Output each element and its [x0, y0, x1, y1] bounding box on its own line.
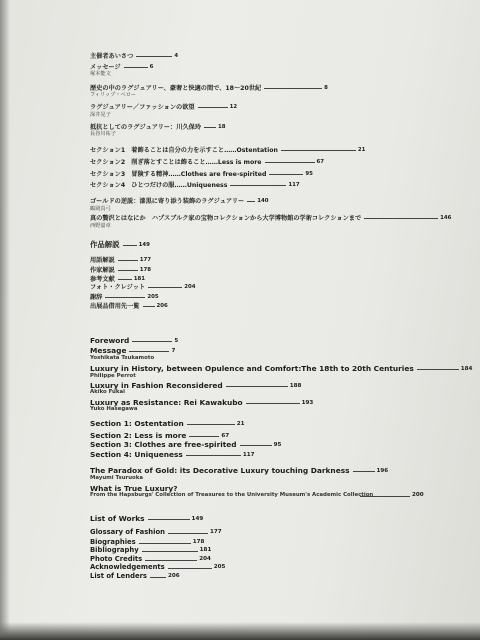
entry-title: Luxury in Fashion Reconsidered — [90, 381, 223, 390]
en-toc-entry — [90, 546, 211, 554]
leader-line — [118, 270, 138, 271]
entry-title: Foreword — [90, 336, 130, 345]
page-number: 188 — [289, 382, 302, 389]
entry-title: 歴史の中のラグジュアリー、豪奢と快適の間で、18～20世紀 — [90, 85, 262, 92]
en-toc-entry — [90, 538, 204, 546]
jp-toc-entry — [90, 301, 168, 310]
entry-title: 抵抗としてのラグジュアリー：川久保玲 — [90, 124, 202, 131]
entry-author: Akiko Fukai — [90, 389, 125, 395]
entry-title: Luxury in History, between Opulence and Comfort:The 18th to 20th Centuries — [90, 364, 414, 373]
page-number: 7 — [171, 347, 176, 354]
entry-author: Yuko Hasegawa — [90, 406, 138, 412]
leader-line — [118, 260, 138, 261]
page-number: 140 — [257, 197, 269, 204]
entry-title: List of Works — [90, 514, 145, 523]
leader-line — [281, 150, 356, 151]
entry-title: 作品解説 — [90, 240, 120, 249]
leader-line — [124, 67, 148, 68]
leader-line — [139, 543, 191, 544]
entry-title: Glossary of Fashion — [90, 528, 165, 536]
page-number: 4 — [174, 52, 179, 59]
entry-title: 謝辞 — [90, 294, 103, 301]
entry-author: Yoshikata Tsukamoto — [90, 355, 155, 361]
entry-title: セクション2 削ぎ落とすことは飾ること……Less is more — [90, 159, 262, 166]
entry-title: Message — [90, 346, 127, 355]
leader-line — [230, 185, 286, 186]
page-number: 184 — [460, 365, 473, 372]
en-toc-entry — [90, 364, 472, 373]
jp-toc-entry — [90, 265, 151, 274]
page-number: 181 — [199, 547, 212, 553]
entry-author: From the Hapsburgs' Collection of Treasures to the University Museum's Academic Collection — [90, 492, 374, 498]
page-number: 8 — [324, 84, 328, 91]
page-number: 205 — [147, 293, 159, 300]
page-number: 67 — [316, 158, 325, 165]
entry-author: 鶴岡真弓 — [90, 206, 111, 212]
en-toc-entry — [90, 555, 211, 563]
leader-line — [136, 56, 172, 57]
entry-author: 深井晃子 — [90, 112, 111, 118]
entry-title: ラグジュアリー／ファッションの欲望 — [90, 104, 195, 111]
entry-author: 西野嘉章 — [90, 223, 111, 229]
jp-toc-entry — [90, 292, 159, 301]
page-number: 117 — [242, 451, 255, 458]
leader-line — [168, 568, 212, 569]
page-number: 206 — [156, 302, 168, 309]
page-number: 95 — [305, 170, 313, 177]
page-number: 178 — [139, 266, 152, 273]
leader-line — [246, 403, 300, 404]
leader-line — [186, 455, 241, 456]
page-number: 6 — [149, 63, 154, 70]
leader-line — [265, 162, 315, 163]
en-toc-entry — [90, 450, 255, 459]
en-toc-entry — [90, 336, 178, 345]
entry-title: 参考文献 — [90, 276, 115, 283]
en-toc-entry — [90, 528, 222, 536]
page-number: 5 — [174, 337, 179, 344]
page-number: 149 — [191, 515, 204, 522]
leader-line — [145, 560, 197, 561]
page-number: 67 — [221, 432, 230, 439]
jp-toc-entry — [90, 255, 151, 264]
entry-title: Section 1: Ostentation — [90, 419, 184, 428]
entry-author: 塚本能文 — [90, 71, 111, 77]
leader-line — [132, 341, 172, 342]
entry-title: ゴールドの逆説：漆黒に寄り添う装飾のラグジュアリー — [90, 198, 245, 205]
entry-title: Section 2: Less is more — [90, 431, 187, 440]
entry-title: Bibliography — [90, 546, 139, 554]
entry-title: The Paradox of Gold: its Decorative Luxury touching Darkness — [90, 466, 350, 475]
leader-line — [105, 297, 145, 298]
entry-title: 真の贅沢とはなにか ハプスブルク家の宝物コレクションから大学博物館の学術コレクションまで — [90, 215, 362, 222]
leader-line — [417, 369, 459, 370]
page-number: 205 — [213, 564, 226, 570]
page-number: 18 — [218, 123, 226, 130]
jp-toc-entry — [90, 239, 150, 250]
leader-line — [150, 577, 166, 578]
page-number: 193 — [301, 399, 314, 406]
jp-toc-entry — [90, 51, 178, 60]
page-number: 95 — [273, 441, 282, 448]
entry-author: Mayumi Tsuruoka — [90, 475, 143, 481]
en-toc-entry — [90, 346, 175, 355]
leader-line — [118, 279, 132, 280]
entry-title: セクション3 冒険する精神……Clothes are free-spirited — [90, 171, 267, 178]
leader-line — [148, 287, 182, 288]
leader-line — [189, 436, 219, 437]
leader-line — [240, 445, 272, 446]
entry-title: Section 4: Uniqueness — [90, 450, 183, 459]
entry-title: Photo Credits — [90, 555, 143, 563]
page-number: 149 — [138, 241, 150, 248]
leader-line — [269, 174, 303, 175]
leader-line — [129, 351, 169, 352]
entry-author: Philippe Perrot — [90, 373, 136, 379]
entry-author: 長谷川祐子 — [90, 131, 116, 137]
jp-toc-entry — [90, 196, 268, 205]
jp-toc-entry — [90, 157, 324, 166]
binding-shadow — [0, 0, 10, 640]
leader-line — [264, 88, 322, 89]
leader-line — [187, 424, 235, 425]
jp-toc-entry — [90, 169, 313, 178]
entry-title: 用語解説 — [90, 257, 115, 264]
leader-line — [360, 496, 410, 497]
leader-line — [148, 519, 190, 520]
entry-title: Acknowledgements — [90, 563, 165, 571]
jp-toc-entry — [90, 180, 300, 189]
page-number: 206 — [167, 573, 180, 579]
page-number: 200 — [412, 492, 424, 498]
page-number: 12 — [229, 103, 238, 110]
leader-line — [142, 551, 198, 552]
en-toc-entry — [90, 492, 424, 498]
entry-title: Luxury as Resistance: Rei Kawakubo — [90, 398, 243, 407]
page-edge-shadow — [0, 622, 480, 640]
entry-title: List of Lenders — [90, 572, 147, 580]
page-number: 146 — [440, 214, 452, 221]
jp-toc-entry — [90, 145, 365, 154]
leader-line — [198, 107, 228, 108]
entry-title: 作家解説 — [90, 267, 115, 274]
en-toc-entry — [90, 431, 229, 440]
entry-title: Section 3: Clothes are free-spirited — [90, 440, 237, 449]
entry-title: フォト・クレジット — [90, 284, 146, 291]
page-number: 181 — [133, 275, 146, 282]
jp-toc-entry — [90, 213, 451, 222]
page-number: 177 — [139, 256, 152, 263]
entry-title: 出展品借用先一覧 — [90, 303, 140, 310]
leader-line — [204, 127, 216, 128]
jp-toc-entry — [90, 282, 196, 291]
en-toc-entry — [90, 419, 245, 428]
en-toc-entry — [90, 440, 281, 449]
entry-title: What is True Luxury? — [90, 484, 178, 493]
page-number: 117 — [288, 181, 300, 188]
entry-title: Biographies — [90, 538, 136, 546]
leader-line — [143, 306, 155, 307]
page-number: 196 — [376, 467, 389, 474]
entry-author: フィリップ・ペロー — [90, 92, 137, 98]
entry-title: メッセージ — [90, 64, 121, 71]
leader-line — [168, 533, 208, 534]
leader-line — [247, 201, 255, 202]
en-toc-entry — [90, 572, 180, 580]
page-number: 204 — [199, 556, 211, 562]
jp-toc-entry — [90, 102, 237, 111]
leader-line — [123, 245, 137, 246]
leader-line — [226, 386, 288, 387]
page-number: 21 — [236, 420, 245, 427]
en-toc-entry — [90, 563, 225, 571]
leader-line — [353, 471, 375, 472]
leader-line — [364, 218, 438, 219]
en-toc-entry — [90, 466, 388, 475]
entry-title: セクション4 ひとつだけの服……Uniqueness — [90, 182, 228, 189]
page-number: 177 — [209, 529, 222, 535]
entry-title: セクション1 着飾ることは自分の力を示すこと……Ostentation — [90, 147, 278, 154]
page-number: 178 — [192, 539, 205, 545]
page-number: 21 — [357, 146, 366, 153]
page-number: 204 — [184, 283, 196, 290]
en-toc-entry — [90, 514, 203, 523]
entry-title: 主催者あいさつ — [90, 53, 134, 60]
